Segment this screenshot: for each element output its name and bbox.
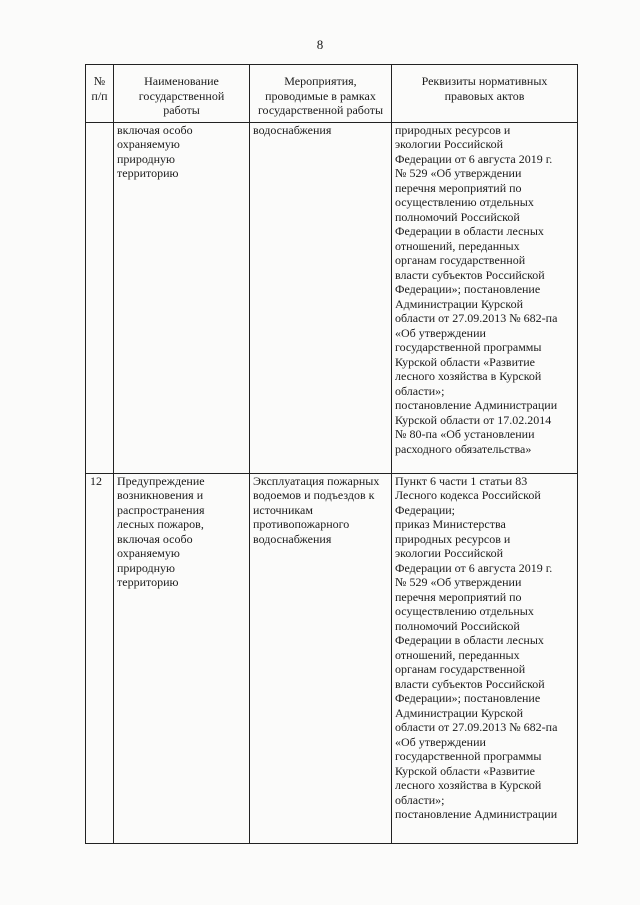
cell-line: органам государственной — [395, 662, 526, 676]
cell-line: Федерации; — [395, 502, 456, 517]
header-line: Наименование — [144, 74, 219, 88]
cell-line: Администрации Курской — [395, 296, 524, 311]
work-name-cell — [114, 122, 250, 473]
cell-line: полномочий Российской — [395, 209, 520, 224]
cell-line: водоснабжения — [253, 122, 332, 137]
cell-line: природных ресурсов и — [395, 122, 511, 137]
row-number: 12 — [86, 473, 114, 843]
header-line: п/п — [91, 88, 108, 103]
cell-line: Предупреждение — [117, 473, 205, 488]
cell-line: полномочий Российской — [395, 618, 520, 633]
cell-line: осуществлению отдельных — [395, 195, 534, 209]
cell-line: расходного обязательства» — [395, 441, 532, 456]
cell-line: лесных пожаров, — [117, 517, 204, 531]
cell-line: возникновения и — [117, 488, 204, 502]
cell-line: государственной программы — [395, 340, 542, 354]
row-number — [86, 122, 114, 473]
header-line: Мероприятия, — [284, 74, 357, 88]
cell-line: природную — [117, 560, 175, 575]
header-line: работы — [163, 103, 200, 117]
cell-line: лесного хозяйства в Курской — [395, 369, 542, 383]
cell-line: Пункт 6 части 1 статьи 83 — [395, 473, 528, 488]
cell-line: экологии Российской — [395, 137, 504, 151]
cell-line: области от 27.09.2013 № 682-па — [395, 311, 558, 325]
cell-line: отношений, переданных — [395, 647, 520, 662]
cell-line: Эксплуатация пожарных — [253, 473, 380, 488]
events-cell — [250, 473, 392, 843]
cell-line: власти субъектов Российской — [395, 267, 545, 282]
cell-line: перечня мероприятий по — [395, 589, 522, 604]
work-name-cell — [114, 473, 250, 843]
cell-line: охраняемую — [117, 546, 180, 560]
cell-line: области»; — [395, 383, 445, 398]
cell-line: «Об утверждении — [395, 325, 486, 340]
cell-line: Курской области от 17.02.2014 — [395, 412, 552, 427]
header-line: правовых актов — [444, 88, 525, 103]
header-line: государственной работы — [257, 103, 384, 117]
cell-line: № 529 «Об утверждении — [395, 166, 522, 180]
cell-line: органам государственной — [395, 253, 526, 267]
events-cell — [250, 122, 392, 473]
page-number: 8 — [316, 37, 324, 52]
header-line: Реквизиты нормативных — [421, 74, 548, 88]
cell-line: лесного хозяйства в Курской — [395, 778, 542, 792]
cell-line: территорию — [117, 575, 179, 589]
table-row — [86, 473, 578, 843]
header-number — [86, 65, 114, 123]
cell-line: природных ресурсов и — [395, 531, 511, 546]
cell-line: Федерации от 6 августа 2019 г. — [395, 560, 553, 575]
cell-line: территорию — [117, 166, 179, 180]
cell-line: Федерации»; постановление — [395, 282, 541, 296]
cell-line: власти субъектов Российской — [395, 676, 545, 691]
table-header-row — [86, 65, 578, 123]
header-line: государственной — [138, 88, 225, 103]
cell-line: № 80-па «Об установлении — [395, 427, 535, 441]
cell-line: Федерации в области лесных — [395, 224, 544, 238]
cell-line: Федерации»; постановление — [395, 691, 541, 705]
cell-line: включая особо — [117, 531, 193, 546]
cell-line: водоснабжения — [253, 531, 332, 546]
table-row — [86, 122, 578, 473]
cell-line: постановление Администрации — [395, 807, 558, 821]
legal-acts-table — [85, 64, 578, 844]
legal-acts-cell — [392, 122, 578, 473]
cell-line: перечня мероприятий по — [395, 180, 522, 195]
header-line: проводимые в рамках — [265, 88, 376, 103]
cell-line: Администрации Курской — [395, 705, 524, 720]
cell-line: охраняемую — [117, 137, 180, 151]
cell-line: Курской области «Развитие — [395, 354, 536, 369]
cell-line: постановление Администрации — [395, 398, 558, 412]
cell-line: отношений, переданных — [395, 238, 520, 253]
cell-line: области от 27.09.2013 № 682-па — [395, 720, 558, 734]
cell-line: противопожарного — [253, 517, 350, 531]
legal-acts-cell — [392, 473, 578, 843]
cell-line: водоемов и подъездов к — [253, 488, 375, 502]
header-legal-acts — [392, 65, 578, 123]
cell-line: государственной программы — [395, 749, 542, 763]
cell-line: распространения — [117, 502, 205, 517]
cell-line: области»; — [395, 792, 445, 807]
cell-line: включая особо — [117, 122, 193, 137]
cell-line: Курской области «Развитие — [395, 763, 536, 778]
header-line: № — [93, 74, 106, 88]
cell-line: Лесного кодекса Российской — [395, 488, 541, 502]
header-events — [250, 65, 392, 123]
cell-line: № 529 «Об утверждении — [395, 575, 522, 589]
cell-line: источникам — [253, 502, 313, 517]
cell-line: природную — [117, 151, 175, 166]
cell-line: экологии Российской — [395, 546, 504, 560]
cell-line: Федерации от 6 августа 2019 г. — [395, 151, 553, 166]
cell-line: приказ Министерства — [395, 517, 506, 531]
cell-line: осуществлению отдельных — [395, 604, 534, 618]
cell-line: «Об утверждении — [395, 734, 486, 749]
header-work-name — [114, 65, 250, 123]
cell-line: Федерации в области лесных — [395, 633, 544, 647]
